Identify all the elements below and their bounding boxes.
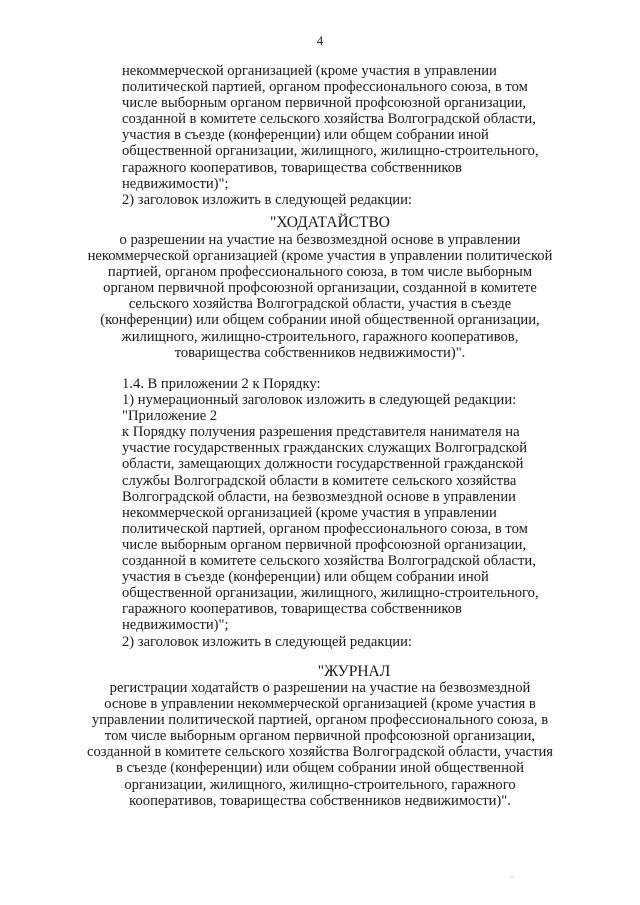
text-line: органом первичной профсоюзной организации, созданной в комитете [103,280,537,297]
text-line: (конференции) или общем собрании иной общественной организации, [100,312,540,329]
text-line: службы Волгоградской области в комитете сельского хозяйства [122,472,517,489]
text-line: кооперативов, товарищества собственников недвижимости)". [129,792,511,809]
text-line: недвижимости)"; [122,617,229,634]
paragraph-block-3 [122,376,592,650]
text-line: к Порядку получения разрешения представителя нанимателя на [122,424,520,441]
paragraph-block-4 [64,680,576,809]
text-line: организации, жилищного, жилищно-строительного, гаражного [124,776,516,793]
text-line: созданной в комитете сельского хозяйства Волгоградской области, [122,553,536,570]
text-line: товарищества собственников недвижимости)". [174,344,466,361]
text-line: том числе выборным органом первичной профсоюзной организации, [104,728,536,745]
text-line: общественной организации, жилищного, жилищно-строительного, [122,143,539,160]
text-line: жилищного, жилищно-строительного, гаражного кооперативов, [121,328,519,345]
heading-petition: "ХОДАТАЙСТВО [270,214,390,231]
heading-journal: "ЖУРНАЛ [317,663,391,680]
text-line: гаражного кооперативов, товарищества собственников [122,601,462,618]
text-line: участие государственных гражданских служащих Волгоградской [122,440,528,457]
text-line: области, замещающих должности государственной гражданской [122,456,524,473]
text-line: созданной в комитете сельского хозяйства Волгоградской области, участия [86,744,553,761]
text-line: "Приложение 2 [122,408,218,425]
text-line: основе в управлении некоммерческой организацией (кроме участия в [104,696,536,713]
text-line: регистрации ходатайств о разрешении на участие на безвозмездной [109,680,531,696]
text-line: 2) заголовок изложить в следующей редакции: [122,633,412,650]
text-line: созданной в комитете сельского хозяйства Волгоградской области, [122,111,536,128]
text-line: некоммерческой организацией (кроме участия в управлении политической [87,248,553,265]
text-line: участия в съезде (конференции) или общем собрании иной [122,569,489,586]
text-line: управлении политической партией, органом профессионального союза, в [91,712,549,729]
text-line: партией, органом профессионального союза, в том числе выборным [107,264,533,281]
text-line: сельского хозяйства Волгоградской области, участия в съезде [128,296,512,313]
page-number: 4 [316,33,324,48]
text-line: недвижимости)"; [122,175,229,192]
text-line: в съезде (конференции) или общем собрании иной общественной [115,760,524,777]
text-line: общественной организации, жилищного, жилищно-строительного, [122,585,539,602]
text-line: политической партией, органом профессионального союза, в том [122,79,528,96]
text-line: Волгоградской области, на безвозмездной основе в управлении [122,488,516,505]
paragraph-block-2 [64,232,576,361]
paragraph-block-1 [122,63,582,208]
text-line: гаражного кооперативов, товарищества собственников [122,159,462,176]
text-line: некоммерческой организацией (кроме участия в управлении [122,63,497,79]
text-line: 1) нумерационный заголовок изложить в следующей редакции: [122,392,517,409]
text-line: числе выборным органом первичной профсоюзной организации, [122,95,527,112]
text-line: числе выборным органом первичной профсоюзной организации, [122,536,527,553]
text-line: о разрешении на участие на безвозмездной основе в управлении [119,232,521,248]
text-line: некоммерческой организацией (кроме участия в управлении [122,504,497,521]
text-line: 1.4. В приложении 2 к Порядку: [122,376,321,392]
text-line: участия в съезде (конференции) или общем собрании иной [122,127,489,144]
scan-speck [511,876,513,877]
text-line: 2) заголовок изложить в следующей редакции: [122,191,412,208]
text-line: политической партией, органом профессионального союза, в том [122,520,528,537]
